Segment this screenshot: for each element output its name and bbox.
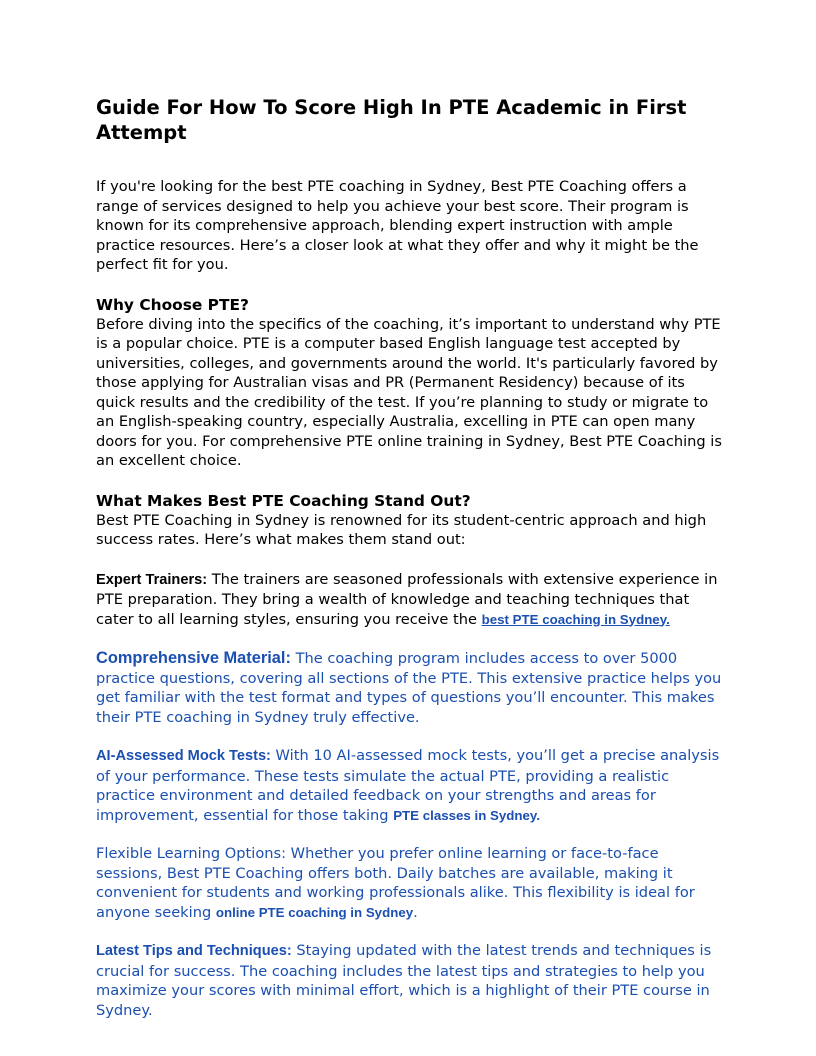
material-label: Comprehensive Material: [96, 649, 291, 667]
standout-section [96, 491, 726, 550]
flexible-tail: . [413, 903, 418, 921]
why-heading: Why Choose PTE? [96, 295, 249, 314]
trainers-label: Expert Trainers: [96, 571, 208, 588]
tips-paragraph [96, 941, 726, 1020]
flexible-paragraph [96, 844, 726, 922]
material-paragraph [96, 649, 726, 727]
pte-classes-text: PTE classes in Sydney. [393, 807, 541, 823]
best-pte-coaching-link[interactable]: best PTE coaching in Sydney. [481, 611, 670, 627]
online-pte-text: online PTE coaching in Sydney [215, 904, 414, 920]
mock-text: With 10 AI-assessed mock tests, you’ll get a precise analysis of your performance. These tests simulate the actual PTE, providing a realistic practice environment and detailed feedback on your strengths and areas for improvement, essential for those taking [96, 747, 720, 824]
intro-paragraph: If you're looking for the best PTE coaching in Sydney, Best PTE Coaching offers a range of services designed to help you achieve your best score. Their program is known for its comprehensive approach, blending expert instruction with ample practice resources. Here’s a closer look at what they offer and why it might be the perfect fit for you. [96, 178, 699, 273]
trainers-text: The trainers are seasoned professionals with extensive experience in PTE preparation. They bring a wealth of knowledge and teaching techniques that cater to all learning styles, ensuring you receive the [96, 570, 718, 628]
standout-paragraph: Best PTE Coaching in Sydney is renowned for its student-centric approach and high success rates. Here’s what makes them stand out: [96, 511, 707, 548]
flexible-text: Flexible Learning Options: Whether you prefer online learning or face-to-face sessions, Best PTE Coaching offers both. Daily batches are available, making it convenient for students and working professionals alike. This flexibility is ideal for anyone seeking [96, 845, 695, 921]
tips-label: Latest Tips and Techniques: [96, 943, 292, 959]
why-section [96, 295, 726, 471]
document-content [96, 96, 726, 1020]
why-paragraph: Before diving into the specifics of the coaching, it’s important to understand why PTE is a popular choice. PTE is a computer based English language test accepted by universities, colleges, and governments around the world. It's particularly favored by those applying for Australian visas and PR (Permanent Residency) because of its quick results and the credibility of the test. If you’re planning to study or migrate to an English-speaking country, especially Australia, excelling in PTE can open many doors for you. For comprehensive PTE online training in Sydney, Best PTE Coaching is an excellent choice. [96, 315, 722, 469]
trainers-paragraph [96, 570, 726, 630]
mock-label: AI-Assessed Mock Tests: [96, 748, 271, 764]
mock-paragraph [96, 746, 726, 825]
page-title: Guide For How To Score High In PTE Academic in First Attempt [96, 96, 687, 144]
material-text: The coaching program includes access to over 5000 practice questions, covering all sections of the PTE. This extensive practice helps you get familiar with the test format and types of questions you’ll encounter. This makes their PTE coaching in Sydney truly effective. [96, 650, 722, 726]
standout-heading: What Makes Best PTE Coaching Stand Out? [96, 491, 471, 510]
tips-text: Staying updated with the latest trends and techniques is crucial for success. The coaching includes the latest tips and strategies to help you maximize your scores with minimal effort, which is a highlight of their PTE course in Sydney. [96, 942, 712, 1019]
